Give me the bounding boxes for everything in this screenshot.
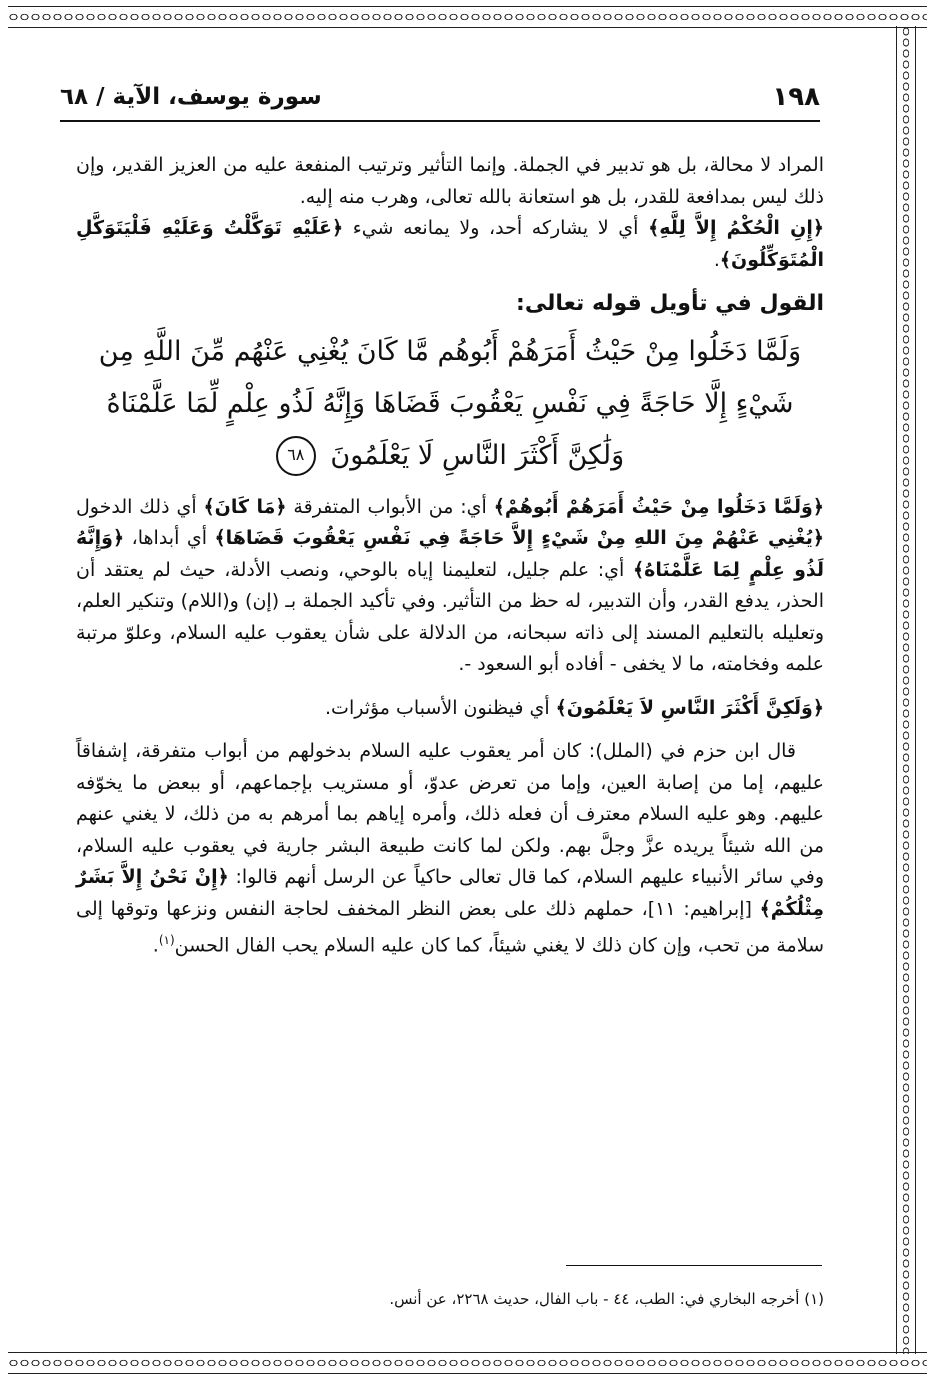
commentary-text: قال ابن حزم في (الملل): كان أمر يعقوب عليه السلام بدخولهم من أبواب متفرقة، إشفاقاً عليهم، إما من إصابة العين، وإما من تعرض عدوّ، أو مستريب بإجماعهم، أو ببعض ما يخوّفه عليهم. وهو عليه السلام معترف أن فعله ذلك، وأمره إياهم بما أمرهم به من ذلك، لا يغني عنهم من الله شيئاً يريده عزَّ وجلَّ بهم. ولكن لما كانت طبيعة البشر جارية في يعقوب عليه السلام، وفي سائر الأنبياء عليهم السلام، كما قال تعالى حاكياً عن الرسل أنهم قالوا: [76,740,824,888]
footnote-divider [566,1265,822,1266]
verse-number-medallion: ٦٨ [276,436,316,476]
commentary-text: . [152,934,159,957]
verse-block [76,326,824,482]
surah-reference: سورة يوسف، الآية / ٦٨ [60,84,322,110]
commentary-text: أي: علم جليل، لتعليمنا إياه بالوحي، ونصب الأدلة، حيث لم يعتقد أن الحذر، يدفع القدر، وأن التدبير، له حظ من التأثير. وفي تأكيد الجملة بـ (إن) و(اللام) وتنكير العلم، وتعليله بالتعليم المسند إلى ذاته سبحانه، من الدلالة على شأن يعقوب عليه السلام، وعلوّ مرتبة علمه وفخامته، ما لا يخفى - أفاده أبو السعود -. [76,558,824,675]
footnote-reference: (١) [158,933,175,947]
commentary-text: [إبراهيم: ١١]، حملهم ذلك على بعض النظر المخفف لحاجة النفس ونزعها وتوقها إلى سلامة من تحب، وإن كان ذلك لا يغني شيئاً، كما كان عليه السلام يحب الفال الحسن [76,897,824,957]
quran-quote: ﴿إِنِ الْحُكْمُ إِلاَّ لِلَّهِ﴾ [648,217,824,239]
commentary-text: أي أبداها، [124,527,215,549]
running-header [60,80,820,122]
quran-quote: ﴿وَلَكِنَّ أَكْثَرَ النَّاسِ لاَ يَعْلَمُونَ﴾ [555,696,824,719]
quran-quote: ﴿إِنْ نَحْنُ إِلاَّ بَشَرٌ مِثْلُكُمْ﴾ [76,866,824,920]
page-number: ١٩٨ [772,82,820,112]
verse-text: وَلَمَّا دَخَلُوا مِنْ حَيْثُ أَمَرَهُمْ أَبُوهُم مَّا كَانَ يُغْنِي عَنْهُم مِّنَ اللَّهِ مِن شَيْءٍ إِلَّا حَاجَةً فِي نَفْسِ يَعْقُوبَ قَضَاهَا وَإِنَّهُ لَذُو عِلْمٍ لِّمَا عَلَّمْنَاهُ وَلَٰكِنَّ أَكْثَرَ النَّاسِ لَا يَعْلَمُونَ [98,335,802,471]
right-ornamental-border [896,26,916,1354]
commentary-text: أي لا يشاركه أحد، ولا يمانعه شيء [343,217,649,239]
paragraph-2 [76,213,824,276]
paragraph-3 [76,492,824,681]
commentary-text: أي ذلك الدخول [76,495,204,518]
paragraph-1: المراد لا محالة، بل هو تدبير في الجملة. وإنما التأثير وترتيب المنفعة عليه من العزيز القدير، وإن ذلك ليس بمدافعة للقدر، بل هو استعانة بالله تعالى، وهرب منه إليه. [76,154,824,208]
quran-quote: ﴿وَلَمَّا دَخَلُوا مِنْ حَيْثُ أَمَرَهُمْ أَبُوهُمْ﴾ [493,495,824,518]
commentary-text: أي فيظنون الأسباب مؤثرات. [325,696,556,719]
paragraph-4 [76,693,824,725]
footnote: (١) أخرجه البخاري في: الطب، ٤٤ - باب الفال، حديث ٢٢٦٨، عن أنس. [389,1290,824,1308]
section-heading: القول في تأويل قوله تعالى: [516,291,824,316]
quran-quote: ﴿وَإِنَّهُ لَذُو عِلْمٍ لِمَا عَلَّمْنَاهُ﴾ [76,527,824,581]
paragraph-5 [76,736,824,962]
commentary-text: أي: من الأبواب المتفرقة [286,495,494,518]
page-body [76,150,824,962]
commentary-text: . [713,248,720,271]
quran-quote: ﴿عَلَيْهِ تَوَكَّلْتُ وَعَلَيْهِ فَلْيَتَوَكَّلِ الْمُتَوَكِّلُونَ﴾ [76,217,824,271]
quran-quote: ﴿يُغْنِي عَنْهُمْ مِنَ اللهِ مِنْ شَيْءٍ إِلاَّ حَاجَةً فِي نَفْسِ يَعْقُوبَ قَضَاهَا﴾ [214,527,824,549]
top-ornamental-border [8,6,927,28]
quran-quote: ﴿مَا كَانَ﴾ [203,495,287,518]
bottom-ornamental-border [8,1352,927,1374]
